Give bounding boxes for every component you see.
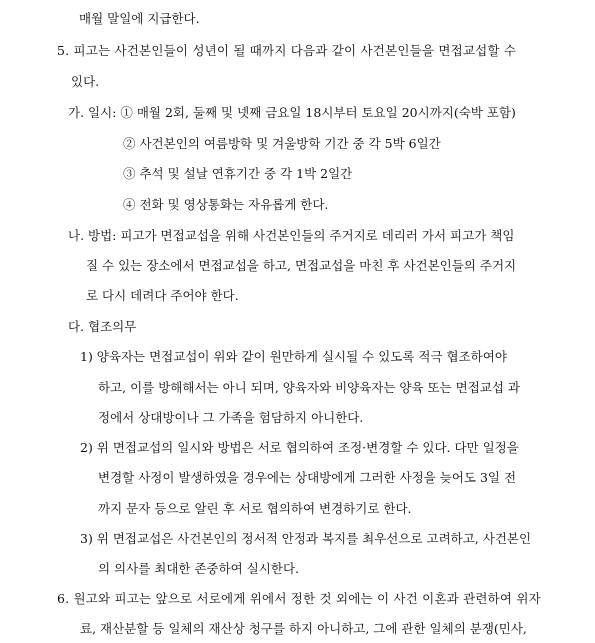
text-line: 료, 재산분할 등 일체의 재산상 청구를 하지 아니하고, 그에 관한 일체의 분쟁(민사, <box>80 621 527 636</box>
text-line: 질 수 있는 장소에서 면접교섭을 하고, 면접교섭을 마친 후 사건본인들의 주거지 <box>86 258 517 273</box>
item-ga-schedule: 가. 일시: ① 매월 2회, 둘째 및 넷째 금요일 18시부터 토요일 20시까지(숙박 포함) <box>68 105 516 120</box>
section-6-heading: 6. 원고와 피고는 앞으로 서로에게 위에서 정한 것 외에는 이 사건 이혼과 관련하여 위자 <box>57 591 541 606</box>
text-line: 있다. <box>71 74 100 89</box>
cooperation-item-1: 1) 양육자는 면접교섭이 위와 같이 원만하게 실시될 수 있도록 적극 협조하여야 <box>80 349 507 364</box>
cooperation-item-2: 2) 위 면접교섭의 일시와 방법은 서로 협의하여 조정·변경할 수 있다. 다만 일정을 <box>80 440 519 455</box>
text-line: 변경할 사정이 발생하였을 경우에는 상대방에게 그러한 사정을 늦어도 3일 전 <box>98 470 517 485</box>
text-line: 의 의사를 최대한 존중하여 실시한다. <box>98 561 299 576</box>
section-5-heading: 5. 피고는 사건본인들이 성년이 될 때까지 다음과 같이 사건본인들을 면접교섭할 수 <box>57 43 517 58</box>
schedule-item-3: ③ 추석 및 설날 연휴기간 중 각 1박 2일간 <box>123 166 353 181</box>
schedule-item-4: ④ 전화 및 영상통화는 자유롭게 한다. <box>123 197 329 212</box>
text-line: 정에서 상대방이나 그 가족을 험담하지 아니한다. <box>98 410 364 425</box>
cooperation-item-3: 3) 위 면접교섭은 사건본인의 정서적 안정과 복지를 최우선으로 고려하고, 사건본인 <box>80 531 532 546</box>
item-da-cooperation: 다. 협조의무 <box>68 319 137 334</box>
text-line: 로 다시 데려다 주어야 한다. <box>86 288 239 303</box>
text-line: 까지 문자 등으로 알린 후 서로 협의하여 변경하기로 한다. <box>98 501 412 516</box>
text-line: 매월 말일에 지급한다. <box>79 11 200 26</box>
item-na-method: 나. 방법: 피고가 면접교섭을 위해 사건본인들의 주거지로 데리러 가서 피고가 책임 <box>68 228 515 243</box>
schedule-item-2: ② 사건본인의 여름방학 및 겨울방학 기간 중 각 5박 6일간 <box>123 136 441 151</box>
text-line: 하고, 이를 방해해서는 아니 되며, 양육자와 비양육자는 양육 또는 면접교섭 과 <box>98 380 521 395</box>
